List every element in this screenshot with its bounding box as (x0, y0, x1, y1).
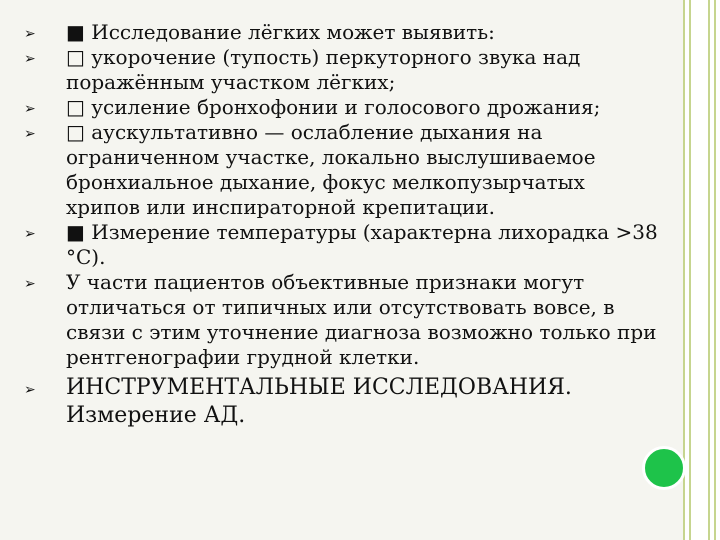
border-line (708, 0, 710, 540)
bullet-text: □ усиление бронхофонии и голосового дрожания; (66, 95, 601, 119)
decorative-circle (642, 446, 686, 490)
arrowhead-bullet-icon: ➢ (24, 226, 36, 242)
bullet-item (24, 220, 664, 270)
border-line (689, 0, 691, 540)
bullet-item (24, 270, 664, 370)
arrowhead-bullet-icon: ➢ (24, 51, 36, 67)
bullet-text: □ аускультативно — ослабление дыхания на ограниченном участке, локально выслушиваемое бронхиальное дыхание, фокус мелкопузырчатых хрипов или инспираторной крепитации. (66, 120, 596, 219)
arrowhead-bullet-icon: ➢ (24, 276, 36, 292)
bullet-text: ИНСТРУМЕНТАЛЬНЫЕ ИССЛЕДОВАНИЯ. Измерение АД. (66, 375, 572, 428)
bullet-text: ■ Измерение температуры (характерна лихорадка >38 °С). (66, 220, 658, 269)
arrowhead-bullet-icon: ➢ (24, 126, 36, 142)
bullet-item (24, 374, 664, 430)
bullet-text: У части пациентов объективные признаки могут отличаться от типичных или отсутствовать вовсе, в связи с этим уточнение диагноза возможно только при рентгенографии грудной клетки. (66, 270, 657, 369)
bullet-list (24, 20, 664, 430)
border-line (714, 0, 716, 540)
arrowhead-bullet-icon: ➢ (24, 382, 36, 398)
arrowhead-bullet-icon: ➢ (24, 101, 36, 117)
arrowhead-bullet-icon: ➢ (24, 26, 36, 42)
bullet-item (24, 120, 664, 220)
bullet-text: □ укорочение (тупость) перкуторного звука над поражённым участком лёгких; (66, 45, 581, 94)
bullet-item (24, 95, 664, 120)
bullet-text: ■ Исследование лёгких может выявить: (66, 20, 495, 44)
bullet-item (24, 45, 664, 95)
bullet-item (24, 20, 664, 45)
